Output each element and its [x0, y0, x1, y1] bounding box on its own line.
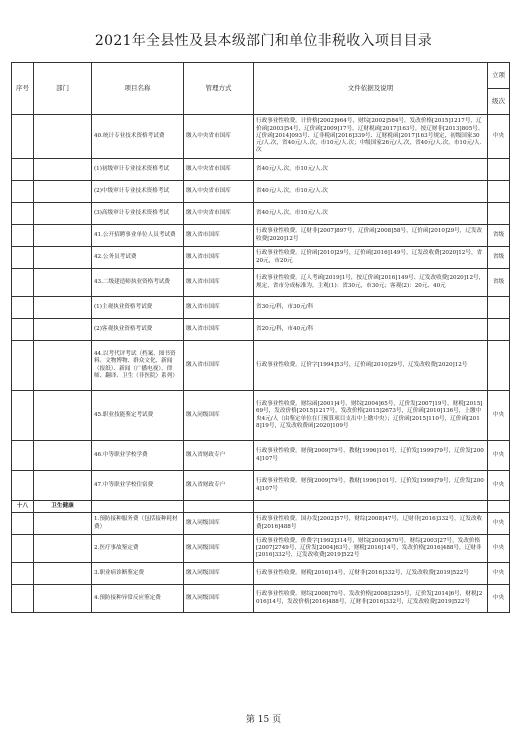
cell-level: 省级 — [488, 269, 510, 297]
table-row — [12, 181, 510, 203]
col-basis: 文件依据及说明 — [254, 63, 488, 115]
cell-item: 47.中等职业学校住宿费 — [92, 471, 184, 501]
cell-mgmt: 缴入中央省市国库 — [184, 115, 254, 159]
cell-mgmt: 缴入中央省市国库 — [184, 203, 254, 225]
cell-seq — [12, 159, 34, 181]
table-row — [12, 297, 510, 319]
cell-mgmt: 缴入省市国库 — [184, 247, 254, 269]
cell-basis — [254, 501, 488, 513]
cell-basis: 行政事业性收费。辽价字[1994]53号，辽价函[2010]29号，辽发改收费[2020]12号 — [254, 341, 488, 391]
cell-level: 中央 — [488, 115, 510, 159]
cell-dept — [34, 269, 92, 297]
cell-seq — [12, 297, 34, 319]
cell-dept — [34, 471, 92, 501]
cell-item — [92, 501, 184, 513]
cell-level: 省级 — [488, 225, 510, 247]
table-row — [12, 225, 510, 247]
cell-item: 40.统计专业技术资格考试费 — [92, 115, 184, 159]
cell-item: 42.公务员考试费 — [92, 247, 184, 269]
table-row — [12, 471, 510, 501]
cell-seq — [12, 535, 34, 563]
cell-item: 4.预防接种异常反应鉴定费 — [92, 585, 184, 613]
table-row — [12, 585, 510, 613]
cell-level — [488, 319, 510, 341]
cell-seq — [12, 585, 34, 613]
table-row — [12, 341, 510, 391]
cell-basis: 行政事业性收费。辽价函[2010]29号，辽价函[2016]149号，辽发改收费[2020]12号，省20元，市20元 — [254, 247, 488, 269]
cell-basis: 行政事业性收费。计价格[2002]964号，财综[2002]584号，发改价格[2015]1217号，辽价函[2003]54号，辽价函[2009]17号，辽财税函[2017]163号，按辽财非[2013]805号、辽价函[2014]093号、辽非税函[2016]339号、辽财税函[2017]163号规定，初级国家30元/人.次，省40元/人.次，市10元/人.次；中级国家26元/人.次，省40元/人.次，市10元/人.次 — [254, 115, 488, 159]
table-row — [12, 441, 510, 471]
page-number: 第 15 页 — [245, 715, 282, 725]
cell-basis: 行政事业性收费。财综函[2001]4号，财综[2004]65号，辽价发[2007]19号，财税[2015]69号，发改价格[2015]1217号，发改价格[2015]2673号，辽价函[2010]136号，上缴中央4元/人（由鉴定单位在门预算项目支出中上缴中央）；辽价函[2015]110号，辽价函[2018]19号，辽发改收费函[2020]109号 — [254, 391, 488, 441]
cell-basis: 行政事业性收费。财预[2009]79号，教财[1996]101号，辽价发[1999]79号，辽价发[2004]107号 — [254, 441, 488, 471]
cell-seq — [12, 247, 34, 269]
table-row — [12, 319, 510, 341]
table-row — [12, 391, 510, 441]
cell-level: 中央 — [488, 441, 510, 471]
cell-basis: 行政事业性收费。财预[2009]79号，教财[1996]101号，辽价发[1999]79号，辽价发[2004]107号 — [254, 471, 488, 501]
cell-seq — [12, 563, 34, 585]
cell-dept — [34, 585, 92, 613]
cell-dept — [34, 159, 92, 181]
cell-basis: 省30元/科，市30元/科 — [254, 297, 488, 319]
cell-basis: 省40元/人.次，市10元/人.次 — [254, 203, 488, 225]
cell-dept — [34, 203, 92, 225]
cell-seq — [12, 115, 34, 159]
cell-seq — [12, 513, 34, 535]
cell-item: 44.以考代评考试（档案、图书资料、文物博物、群众文化、新闻（报纸）、新闻（广播电视）、律师、翻译、卫生（非医院）系列） — [92, 341, 184, 391]
col-item: 项目名称 — [92, 63, 184, 115]
cell-item: 43.二级建造师执业资格考试费 — [92, 269, 184, 297]
cell-mgmt: 缴入中央省市国库 — [184, 159, 254, 181]
cell-level — [488, 501, 510, 513]
cell-mgmt: 缴入省财政专户 — [184, 471, 254, 501]
cell-seq — [12, 269, 34, 297]
col-dept: 部门 — [34, 63, 92, 115]
cell-basis: 行政事业性收费。财税[2016]14号，辽财非[2016]332号，辽发改收费[2019]522号 — [254, 563, 488, 585]
cell-mgmt: 缴入省市国库 — [184, 225, 254, 247]
table-row — [12, 203, 510, 225]
cell-item: (2)中级审计专业技术资格考试 — [92, 181, 184, 203]
cell-mgmt — [184, 501, 254, 513]
cell-basis: 省20元/科，市40元/科 — [254, 319, 488, 341]
cell-dept — [34, 181, 92, 203]
cell-item: (1)主观执业资格考试费 — [92, 297, 184, 319]
cell-dept — [34, 391, 92, 441]
cell-level — [488, 297, 510, 319]
col-level-top: 立项 — [488, 63, 510, 89]
cell-dept — [34, 297, 92, 319]
table-row — [12, 513, 510, 535]
cell-dept — [34, 513, 92, 535]
cell-basis: 行政事业性收费。价费字[1992]314号，财综[2003]470号，财综[2003]27号，发改价格[2007]2749号，辽价发[2004]63号，财税[2016]14号，发改价格[2016]488号，辽财非[2016]332号，辽发改收费[2019]522号 — [254, 535, 488, 563]
table-row — [12, 269, 510, 297]
cell-item: (3)高级审计专业技术资格考试 — [92, 203, 184, 225]
cell-basis: 行政事业性收费。辽财非[2007]897号，辽价函[2008]58号，辽价函[2010]29号，辽发改收费[2020]12号 — [254, 225, 488, 247]
cell-mgmt: 缴入同级国库 — [184, 563, 254, 585]
cell-level — [488, 203, 510, 225]
cell-level: 省级 — [488, 247, 510, 269]
col-level-bottom: 级次 — [488, 89, 510, 115]
section-row — [12, 501, 510, 513]
cell-dept: 卫生健康 — [34, 501, 92, 513]
cell-basis: 行政事业性收费。财综[2008]70号，发改价格[2008]3295号，辽价发[2014]6号，财税[2016]14号，发改价格[2016]488号，辽财非[2016]332号，辽发改收费[2019]522号 — [254, 585, 488, 613]
cell-seq — [12, 319, 34, 341]
cell-level: 中央 — [488, 513, 510, 535]
cell-item: (1)初级审计专业技术资格考试 — [92, 159, 184, 181]
cell-mgmt: 缴入同级国库 — [184, 585, 254, 613]
cell-seq — [12, 181, 34, 203]
cell-level: 中央 — [488, 471, 510, 501]
cell-basis: 行政事业性收费。国办发[2002]57号，财综[2008]47号，辽财非[2016]332号，辽发改收费[2016]488号 — [254, 513, 488, 535]
cell-item: 41.公开招聘事业单位人员考试费 — [92, 225, 184, 247]
cell-basis: 省40元/人.次，市10元/人.次 — [254, 181, 488, 203]
cell-seq — [12, 341, 34, 391]
cell-seq — [12, 471, 34, 501]
cell-dept — [34, 319, 92, 341]
cell-dept — [34, 441, 92, 471]
cell-dept — [34, 535, 92, 563]
cell-level: 中央 — [488, 563, 510, 585]
cell-item: 46.中等职业学校学费 — [92, 441, 184, 471]
table-row — [12, 563, 510, 585]
table-body — [12, 115, 510, 613]
col-seq: 序号 — [12, 63, 34, 115]
cell-mgmt: 缴入省市国库 — [184, 341, 254, 391]
cell-mgmt: 缴入中央省市国库 — [184, 181, 254, 203]
cell-item: 45.职业技能鉴定考试费 — [92, 391, 184, 441]
cell-mgmt: 缴入同级国库 — [184, 513, 254, 535]
cell-level: 中央 — [488, 391, 510, 441]
cell-dept — [34, 341, 92, 391]
table-row — [12, 115, 510, 159]
cell-dept — [34, 247, 92, 269]
table-row — [12, 535, 510, 563]
cell-mgmt: 缴入同级国库 — [184, 535, 254, 563]
cell-basis: 省40元/人.次，市10元/人.次 — [254, 159, 488, 181]
cell-mgmt: 缴入同级国库 — [184, 391, 254, 441]
cell-level: 中央 — [488, 535, 510, 563]
cell-level — [488, 181, 510, 203]
document-title: 2021年全县性及县本级部门和单位非税收入项目目录 — [94, 33, 433, 49]
cell-basis: 行政事业性收费。辽人考函[2019]1号，按辽价函[2016]149号、辽发改收费[2020]12号，规定，省市分成标准为，主观(1)：省30元，市30元；客观(2)：20元、40元 — [254, 269, 488, 297]
cell-item: 1.预防接种服务费（包括接种耗材费） — [92, 513, 184, 535]
cell-dept — [34, 115, 92, 159]
cell-seq — [12, 441, 34, 471]
cell-item: 3.职业病诊断鉴定费 — [92, 563, 184, 585]
cell-dept — [34, 563, 92, 585]
cell-seq — [12, 203, 34, 225]
cell-item: (2)客观执业资格考试费 — [92, 319, 184, 341]
cell-level — [488, 341, 510, 391]
table-row — [12, 247, 510, 269]
cell-dept — [34, 225, 92, 247]
table-row — [12, 159, 510, 181]
cell-mgmt: 缴入省市国库 — [184, 269, 254, 297]
cell-seq: 十八 — [12, 501, 34, 513]
cell-mgmt: 缴入省财政专户 — [184, 441, 254, 471]
cell-level: 中央 — [488, 585, 510, 613]
cell-mgmt: 缴入省市国库 — [184, 297, 254, 319]
cell-seq — [12, 225, 34, 247]
cell-item: 2.医疗事故鉴定费 — [92, 535, 184, 563]
cell-level — [488, 159, 510, 181]
cell-mgmt: 缴入省市国库 — [184, 319, 254, 341]
col-mgmt: 管理方式 — [184, 63, 254, 115]
cell-seq — [12, 391, 34, 441]
fee-catalog-table — [11, 62, 510, 613]
